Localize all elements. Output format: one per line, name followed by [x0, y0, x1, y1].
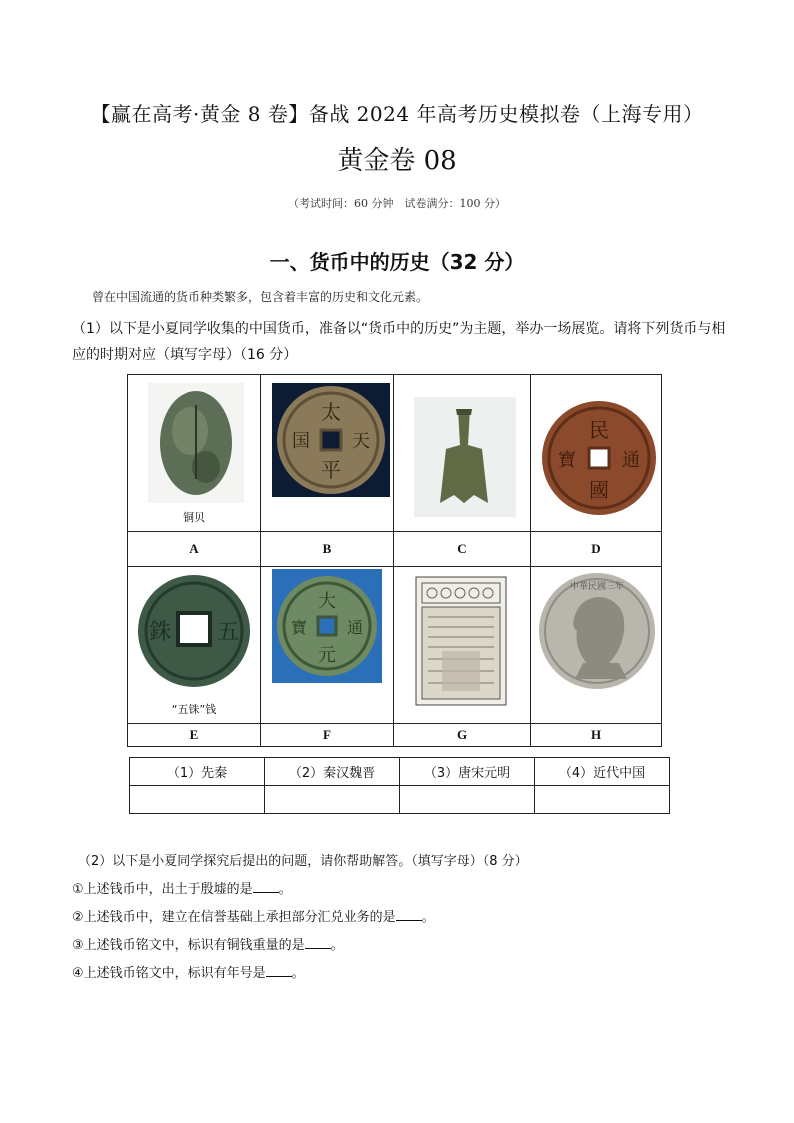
- answer-blank-1[interactable]: [253, 880, 279, 893]
- coin-cell-f: [261, 567, 394, 724]
- coin-label-a: A: [128, 532, 261, 567]
- coin-b-char-right: 天: [352, 431, 370, 452]
- exam-name: 黄金卷 08: [337, 146, 457, 176]
- period-header-modern: （4）近代中国: [535, 758, 670, 786]
- coin-label-e: E: [128, 724, 261, 747]
- coin-cell-h: [531, 567, 662, 724]
- coin-f-char-right: 通: [346, 618, 364, 637]
- exam-info: （考试时间：60 分钟 试卷满分：100 分）: [288, 197, 506, 210]
- coin-cell-c: [394, 375, 531, 532]
- coin-d-char-right: 通: [622, 450, 640, 471]
- answer-blank-3[interactable]: [305, 936, 331, 949]
- period-header-qin-han: （2）秦汉魏晋: [265, 758, 400, 786]
- coin-label-c: C: [394, 532, 531, 567]
- coin-caption-e: “五铢”钱: [171, 703, 217, 716]
- coin-h-inscription: 中華民國三年: [569, 582, 625, 592]
- coin-d-char-left: 寶: [558, 450, 576, 471]
- period-answer-modern[interactable]: [535, 786, 670, 814]
- coin-cell-b: [261, 375, 394, 532]
- coin-cell-g: [394, 567, 531, 724]
- question-1-prompt: （1）以下是小夏同学收集的中国货币，准备以“货币中的历史”为主题，举办一场展览。请将下列货币与相应的时期对应（填写字母）（16 分）: [72, 321, 726, 363]
- coin-b-char-top: 太: [321, 400, 341, 424]
- coin-label-h: H: [531, 724, 662, 747]
- period-answer-pre-qin[interactable]: [130, 786, 265, 814]
- coin-d-char-bottom: 國: [589, 478, 609, 502]
- answer-blank-2[interactable]: [396, 908, 422, 921]
- coin-f-char-bottom: 元: [318, 645, 336, 666]
- question-2-item-4: ④上述钱币铭文中，标识有年号是 。: [72, 966, 305, 981]
- coin-e-char-left: 銖: [148, 620, 172, 645]
- coin-d-char-top: 民: [589, 418, 609, 442]
- period-header-tang-ming: （3）唐宋元明: [400, 758, 535, 786]
- wuzhu-coin-icon: [128, 567, 260, 723]
- spade-coin-icon: [394, 375, 530, 531]
- taiping-round-coin-icon: [261, 375, 393, 531]
- period-header-pre-qin: （1）先秦: [130, 758, 265, 786]
- coin-b-char-bottom: 平: [321, 458, 341, 482]
- period-answer-tang-ming[interactable]: [400, 786, 535, 814]
- copper-shell-coin-icon: [128, 375, 260, 531]
- question-2-item-1: ①上述钱币中，出土于殷墟的是 。: [72, 882, 292, 897]
- period-table: [129, 757, 670, 814]
- question-2-prompt: （2）以下是小夏同学探究后提出的问题，请你帮助解答。（填写字母）（8 分）: [78, 854, 528, 869]
- coin-f-char-left: 寶: [290, 618, 308, 637]
- section-intro: 曾在中国流通的货币种类繁多，包含着丰富的历史和文化元素。: [92, 290, 429, 304]
- coin-f-char-top: 大: [318, 591, 336, 612]
- answer-blank-4[interactable]: [266, 964, 292, 977]
- paper-money-jiaozi-icon: [394, 567, 530, 723]
- question-2-item-3: ③上述钱币铭文中，标识有铜钱重量的是 。: [72, 938, 344, 953]
- coin-b-char-left: 国: [292, 431, 310, 452]
- paper-title: 【赢在高考·黄金 8 卷】备战 2024 年高考历史模拟卷（上海专用）: [90, 102, 704, 126]
- daguan-coin-icon: [261, 567, 393, 723]
- coin-cell-a: [128, 375, 261, 532]
- coin-label-g: G: [394, 724, 531, 747]
- question-2-item-2: ②上述钱币中，建立在信誉基础上承担部分汇兑业务的是 。: [72, 910, 435, 925]
- coin-caption-a: 铜贝: [183, 511, 205, 524]
- minguo-copper-coin-icon: [531, 375, 661, 531]
- coin-label-b: B: [261, 532, 394, 567]
- yuan-shikai-silver-dollar-icon: [531, 567, 661, 723]
- section-heading: 一、货币中的历史（32 分）: [269, 250, 525, 274]
- coin-label-d: D: [531, 532, 662, 567]
- period-answer-qin-han[interactable]: [265, 786, 400, 814]
- coin-e-char-right: 五: [216, 620, 240, 645]
- coin-cell-d: [531, 375, 662, 532]
- coin-label-f: F: [261, 724, 394, 747]
- coin-cell-e: [128, 567, 261, 724]
- coin-table: [127, 374, 662, 747]
